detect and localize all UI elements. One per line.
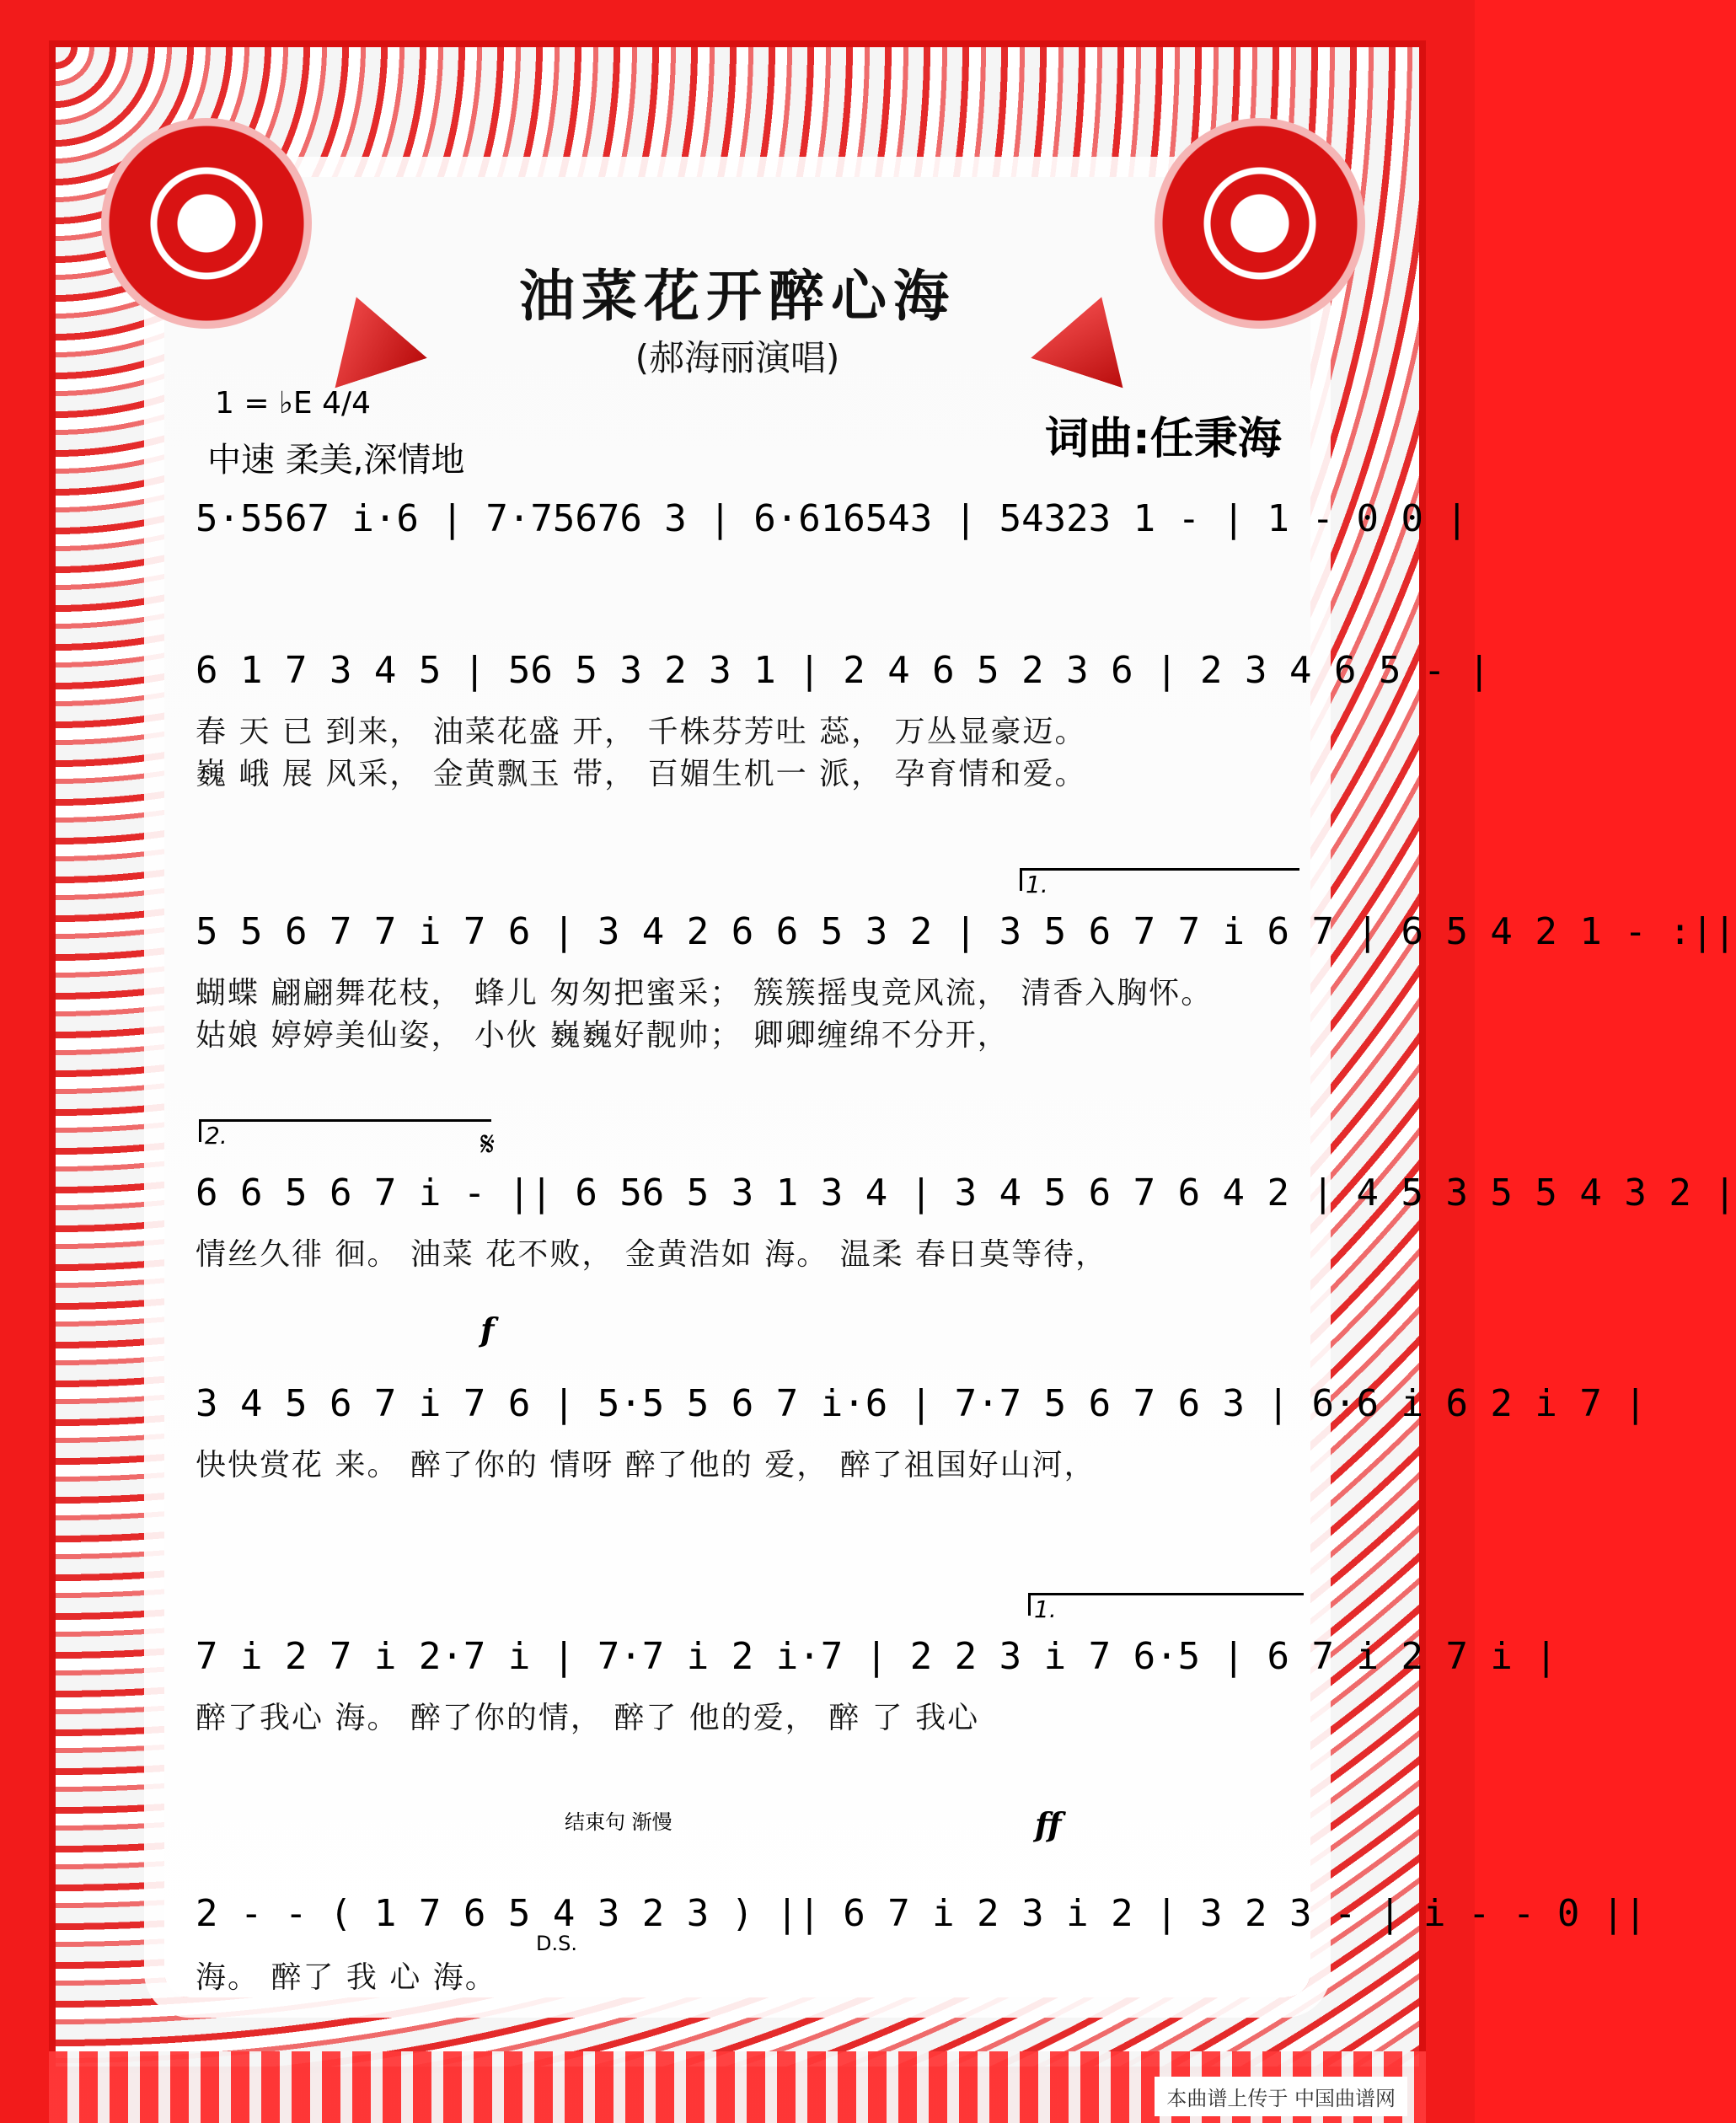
lyrics-line-2b: 巍 峨 展 风采， 金黄飘玉 带， 百媚生机一 派， 孕育情和爱。 [196, 757, 1087, 791]
song-subtitle: (郝海丽演唱) [635, 337, 840, 378]
music-line-7: 2 - - ( 1 7 6 5 4 3 2 3 ) || 6 7 i 2 3 i 2 | 3 2 3 - | i - - 0 || [196, 1892, 1647, 1935]
first-ending-2: 1. [1028, 1593, 1304, 1616]
music-line-1: 5·5567 i·6 | 7·75676 3 | 6·616543 | 54323 1 - | 1 - 0 0 | [196, 497, 1468, 540]
ds-marking: D.S. [536, 1932, 577, 1955]
song-title: 油菜花开醉心海 [519, 263, 956, 329]
segno-symbol: 𝄋 [480, 1125, 496, 1164]
music-line-5: 3 4 5 6 7 i 7 6 | 5·5 5 6 7 i·6 | 7·7 5 6 7 6 3 | 6·6 i 6 2 i 7 | [196, 1382, 1647, 1425]
lyrics-line-7: 海。 醉了 我 心 海。 [196, 1960, 497, 1995]
lyrics-line-2a: 春 天 已 到来， 油菜花盛 开， 千株芬芳吐 蕊， 万丛显豪迈。 [196, 715, 1087, 749]
ending-instruction: 结束句 渐慢 [565, 1810, 672, 1834]
music-line-2: 6 1 7 3 4 5 | 56 5 3 2 3 1 | 2 4 6 5 2 3 6 | 2 3 4 6 5 - | [196, 649, 1491, 692]
fortissimo-marking: ff [1035, 1805, 1062, 1843]
lyrics-line-5: 快快赏花 来。 醉了你的 情呀 醉了他的 爱， 醉了祖国好山河， [196, 1448, 1096, 1482]
key-signature: 1 = ♭E 4/4 [215, 386, 372, 421]
lyrics-line-6: 醉了我心 海。 醉了你的情， 醉了 他的爱， 醉 了 我心 [196, 1701, 980, 1735]
music-line-4: 6 6 5 6 7 i - || 6 56 5 3 1 3 4 | 3 4 5 6 7 6 4 2 | 4 5 3 5 5 4 3 2 | [196, 1171, 1736, 1214]
second-ending: 2. [199, 1119, 491, 1142]
tempo-marking: 中速 柔美,深情地 [207, 441, 465, 480]
lyrics-line-4: 情丝久徘 徊。 油菜 花不败， 金黄浩如 海。 温柔 春日莫等待， [196, 1237, 1108, 1272]
source-footer: 本曲谱上传于 中国曲谱网 [1155, 2077, 1407, 2116]
music-line-3: 5 5 6 7 7 i 7 6 | 3 4 2 6 6 5 3 2 | 3 5 6 7 7 i 6 7 | 6 5 4 2 1 - :|| [196, 910, 1736, 953]
music-line-6: 7 i 2 7 i 2·7 i | 7·7 i 2 i·7 | 2 2 3 i 7 6·5 | 6 7 i 2 7 i | [196, 1635, 1557, 1678]
forte-marking: f [480, 1311, 495, 1348]
lyrics-line-3a: 蝴蝶 翩翩舞花枝， 蜂儿 匆匆把蜜采； 簇簇摇曳竞风流， 清香入胸怀。 [196, 976, 1214, 1011]
lyrics-line-3b: 姑娘 婷婷美仙姿， 小伙 巍巍好靓帅； 卿卿缠绵不分开， [196, 1018, 1010, 1053]
first-ending: 1. [1020, 868, 1299, 891]
lyric-composer: 词曲:任秉海 [1045, 414, 1282, 464]
